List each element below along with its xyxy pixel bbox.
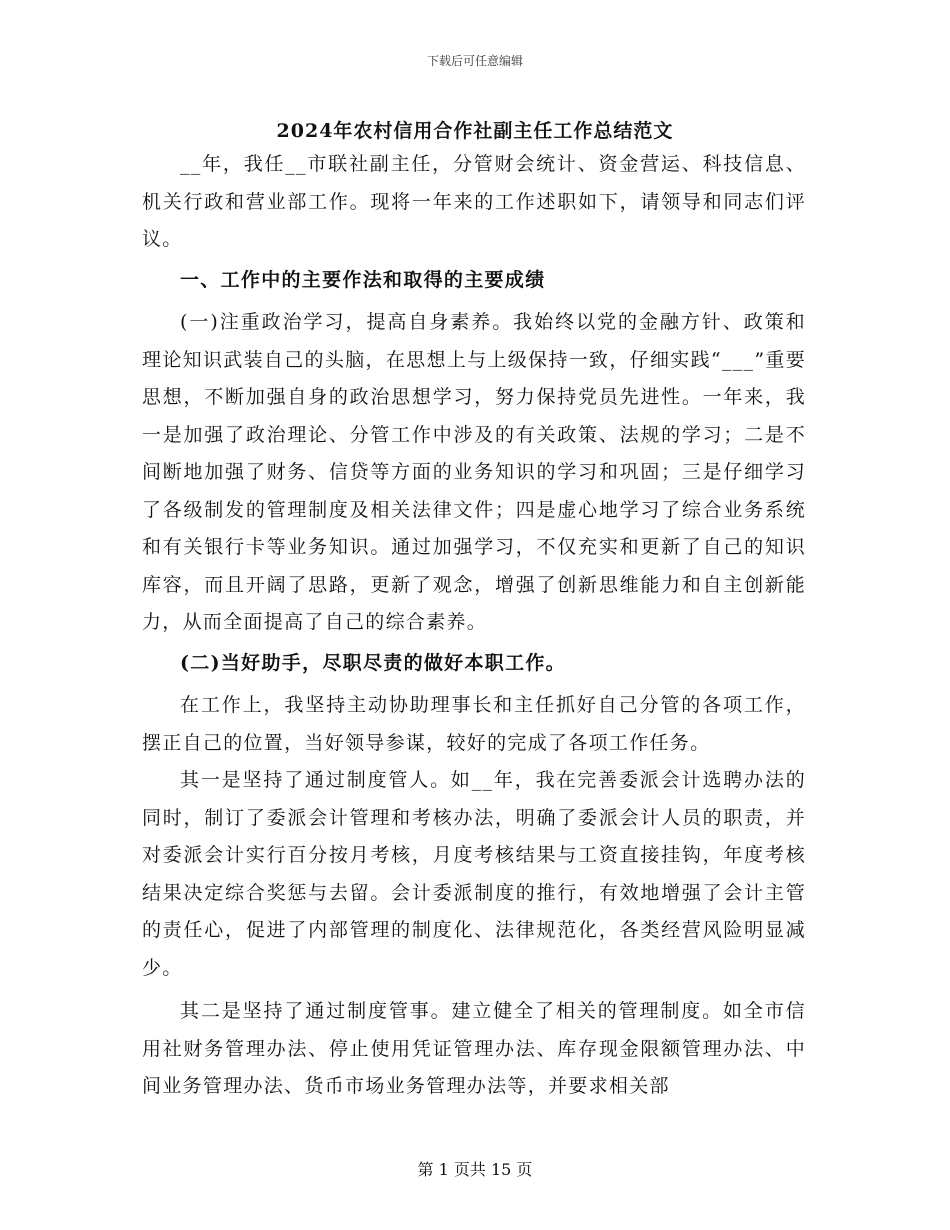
document-title: 2024年农村信用合作社副主任工作总结范文	[276, 120, 674, 142]
subsection-heading: (二)当好助手，尽职尽责的做好本职工作。	[180, 651, 566, 674]
paragraph-manage-people: 其一是坚持了通过制度管人。如__年，我在完善委派会计选聘办法的同时，制订了委派会计管理和考核办法，明确了委派会计人员的职责，并对委派会计实行百分按月考核，月度考核结果与工资直接挂钩，年度考核结果决定综合奖惩与去留。会计委派制度的推行，有效地增强了会计主管的责任心，促进了内部管理的制度化、法律规范化，各类经营风险明显减少。	[142, 769, 806, 979]
paragraph-intro: __年，我任__市联社副主任，分管财会统计、资金营运、科技信息、机关行政和营业部工作。现将一年来的工作述职如下，请领导和同志们评议。	[142, 153, 806, 250]
paragraph-political-study: (一)注重政治学习，提高自身素养。我始终以党的金融方针、政策和理论知识武装自己的头脑，在思想上与上级保持一致，仔细实践“___”重要思想，不断加强自身的政治思想学习，努力保持党员先进性。一年来，我一是加强了政治理论、分管工作中涉及的有关政策、法规的学习；二是不间断地加强了财务、信贷等方面的业务知识的学习和巩固；三是仔细学习了各级制发的管理制度及相关法律文件；四是虚心地学习了综合业务系统和有关银行卡等业务知识。通过加强学习，不仅充实和更新了自己的知识库容，而且开阔了思路，更新了观念，增强了创新思维能力和自主创新能力，从而全面提高了自己的综合素养。	[142, 311, 806, 633]
page-footer: 第 1 页共 15 页	[417, 1160, 533, 1179]
paragraph-manage-affairs: 其二是坚持了通过制度管事。建立健全了相关的管理制度。如全市信用社财务管理办法、停止使用凭证管理办法、库存现金限额管理办法、中间业务管理办法、货币市场业务管理办法等，并要求相关部	[142, 1000, 806, 1097]
header-note: 下载后可任意编辑	[426, 54, 523, 68]
section-heading: 一、工作中的主要作法和取得的主要成绩	[180, 268, 546, 291]
document-body	[142, 146, 806, 1106]
paragraph-work-duty: 在工作上，我坚持主动协助理事长和主任抓好自己分管的各项工作，摆正自己的位置，当好领导参谋，较好的完成了各项工作任务。	[142, 694, 806, 754]
